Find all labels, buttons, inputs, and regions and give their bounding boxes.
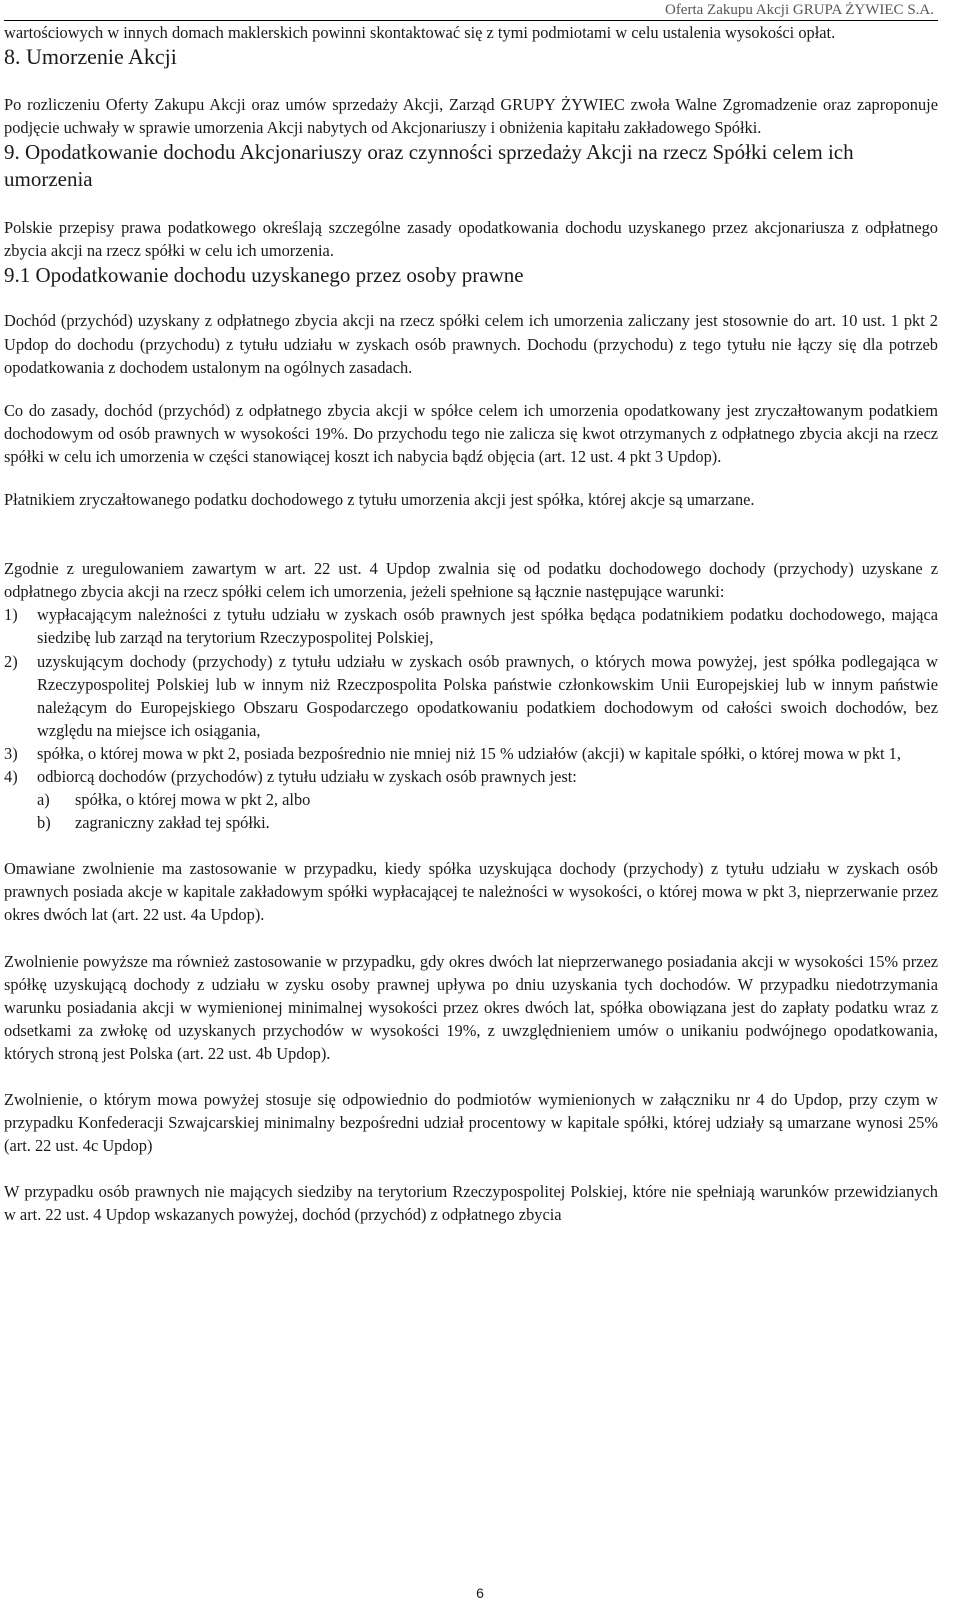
running-header: Oferta Zakupu Akcji GRUPA ŻYWIEC S.A.: [664, 2, 934, 18]
closing-paragraph-3: Zwolnienie, o którym mowa powyżej stosuje się odpowiednio do podmiotów wymienionych w załączniku nr 4 do Updop, przy czym w przypadku Konfederacji Szwajcarskiej minimalny bezpośredni udział procentowy w kapitale spółki, której udziały są umarzane wynosi 25% (art. 22 ust. 4c Updop): [4, 1090, 938, 1156]
list-item: [4, 650, 938, 742]
sub-list-marker: b): [37, 813, 51, 833]
document-body: [4, 21, 938, 1226]
list-item: [4, 742, 938, 765]
sub-list-item-text: spółka, o której mowa w pkt 2, albo: [75, 790, 311, 810]
list-item-text: spółka, o której mowa w pkt 2, posiada bezpośrednio nie mniej niż 15 % udziałów (akcji) w kapitale spółki, o której mowa w pkt 1,: [37, 743, 901, 763]
page-number: 6: [476, 1585, 484, 1601]
section-8-paragraph: Po rozliczeniu Oferty Zakupu Akcji oraz umów sprzedaży Akcji, Zarząd GRUPY ŻYWIEC zwoła Walne Zgromadzenie oraz zaproponuje podjęcie uchwały w sprawie umorzenia Akcji nabytych od Akcjonariuszy i obniżenia kapitału zakładowego Spółki.: [4, 95, 938, 138]
intro-continuation-paragraph: wartościowych w innych domach maklerskich powinni skontaktować się z tymi podmiotami w celu ustalenia wysokości opłat.: [4, 23, 836, 42]
sub-list-item-text: zagraniczny zakład tej spółki.: [75, 813, 270, 833]
list-marker: 4): [4, 766, 18, 786]
list-item-text: odbiorcą dochodów (przychodów) z tytułu udziału w zyskach osób prawnych jest:: [37, 766, 577, 786]
closing-paragraph-4: W przypadku osób prawnych nie mających siedziby na terytorium Rzeczypospolitej Polskiej, które nie spełniają warunków przewidzianych w art. 22 ust. 4 Updop wskazanych powyżej, dochód (przychód) z odpłatnego zbycia: [4, 1182, 938, 1225]
list-marker: 3): [4, 743, 18, 763]
closing-paragraph-2: Zwolnienie powyższe ma również zastosowanie w przypadku, gdy okres dwóch lat nieprzerwanego posiadania akcji w wysokości 15% przez spółkę uzyskującą dochody z udziału w zysku osoby prawnej upływa po dniu uzyskania tych dochodów. W przypadku niedotrzymania warunku posiadania akcji w wymienionej minimalnej wysokości przez okres dwóch lat, spółka obowiązana jest do zapłaty podatku wraz z odsetkami za zwłokę od uzyskanych przychodów w wysokości 19%, z uwzględnieniem umów o unikaniu podwójnego opodatkowania, których stroną jest Polska (art. 22 ust. 4b Updop).: [4, 951, 938, 1063]
section-9-1-paragraph-1: Dochód (przychód) uzyskany z odpłatnego zbycia akcji na rzecz spółki celem ich umorzenia zaliczany jest stosownie do art. 10 ust. 1 pkt 2 Updop do dochodu (przychodu) z tytułu udziału w zyskach osób prawnych. Dochodu (przychodu) z tego tytułu nie łączy się dla potrzeb opodatkowania z dochodem ustalonym na ogólnych zasadach.: [4, 311, 938, 377]
list-item-text: uzyskującym dochody (przychody) z tytułu udziału w zyskach osób prawnych, o których mowa powyżej, jest spółka podlegająca w Rzeczypospolitej Polskiej lub w innym niż Rzeczpospolita Polska państwie członkowskim Unii Europejskiej lub w innym państwie należącym do Europejskiego Obszaru Gospodarczego opodatkowaniu podatkiem dochodowym od całości swoich dochodów, bez względu na miejsce ich osiągania,: [37, 651, 938, 740]
sub-list-item: [37, 811, 938, 834]
list-item: [4, 603, 938, 649]
section-9-1-heading: 9.1 Opodatkowanie dochodu uzyskanego przez osoby prawne: [4, 263, 524, 288]
list-marker: 1): [4, 605, 18, 625]
section-9-heading: 9. Opodatkowanie dochodu Akcjonariuszy oraz czynności sprzedaży Akcji na rzecz Spółki celem ich umorzenia: [4, 140, 854, 192]
list-item: [4, 765, 938, 834]
section-8-heading: 8. Umorzenie Akcji: [4, 44, 177, 70]
conditions-list: [4, 603, 938, 834]
list-item-text: wypłacającym należności z tytułu udziału w zyskach osób prawnych jest spółka będąca podatnikiem podatku dochodowego, mająca siedzibę lub zarząd na terytorium Rzeczypospolitej Polskiej,: [37, 605, 938, 648]
section-9-1-paragraph-4: Zgodnie z uregulowaniem zawartym w art. 22 ust. 4 Updop zwalnia się od podatku dochodowego dochody (przychody) uzyskane z odpłatnego zbycia akcji na rzecz spółki celem ich umorzenia, jeżeli spełnione są łącznie następujące warunki:: [4, 559, 938, 602]
sub-list-marker: a): [37, 790, 50, 810]
section-9-paragraph: Polskie przepisy prawa podatkowego określają szczególne zasady opodatkowania dochodu uzyskanego przez akcjonariusza z odpłatnego zbycia akcji na rzecz spółki w celu ich umorzenia.: [4, 218, 938, 261]
sub-conditions-list: [37, 788, 938, 834]
section-9-1-paragraph-2: Co do zasady, dochód (przychód) z odpłatnego zbycia akcji w spółce celem ich umorzenia opodatkowany jest zryczałtowanym podatkiem dochodowym od osób prawnych w wysokości 19%. Do przychodu tego nie zalicza się kwot otrzymanych z odpłatnego zbycia akcji na rzecz spółki w celu ich umorzenia w części stanowiącej koszt ich nabycia bądź objęcia (art. 12 ust. 4 pkt 3 Updop).: [4, 400, 938, 466]
section-9-1-paragraph-3: Płatnikiem zryczałtowanego podatku dochodowego z tytułu umorzenia akcji jest spółka, której akcje są umarzane.: [4, 490, 755, 510]
sub-list-item: [37, 788, 938, 811]
closing-paragraph-1: Omawiane zwolnienie ma zastosowanie w przypadku, kiedy spółka uzyskująca dochody (przychody) z tytułu udziału w zyskach osób prawnych posiada akcje w kapitale zakładowym spółki wypłacającej te należności w wysokości, o której mowa w pkt 3, nieprzerwanie przez okres dwóch lat (art. 22 ust. 4a Updop).: [4, 859, 938, 925]
list-marker: 2): [4, 651, 18, 671]
